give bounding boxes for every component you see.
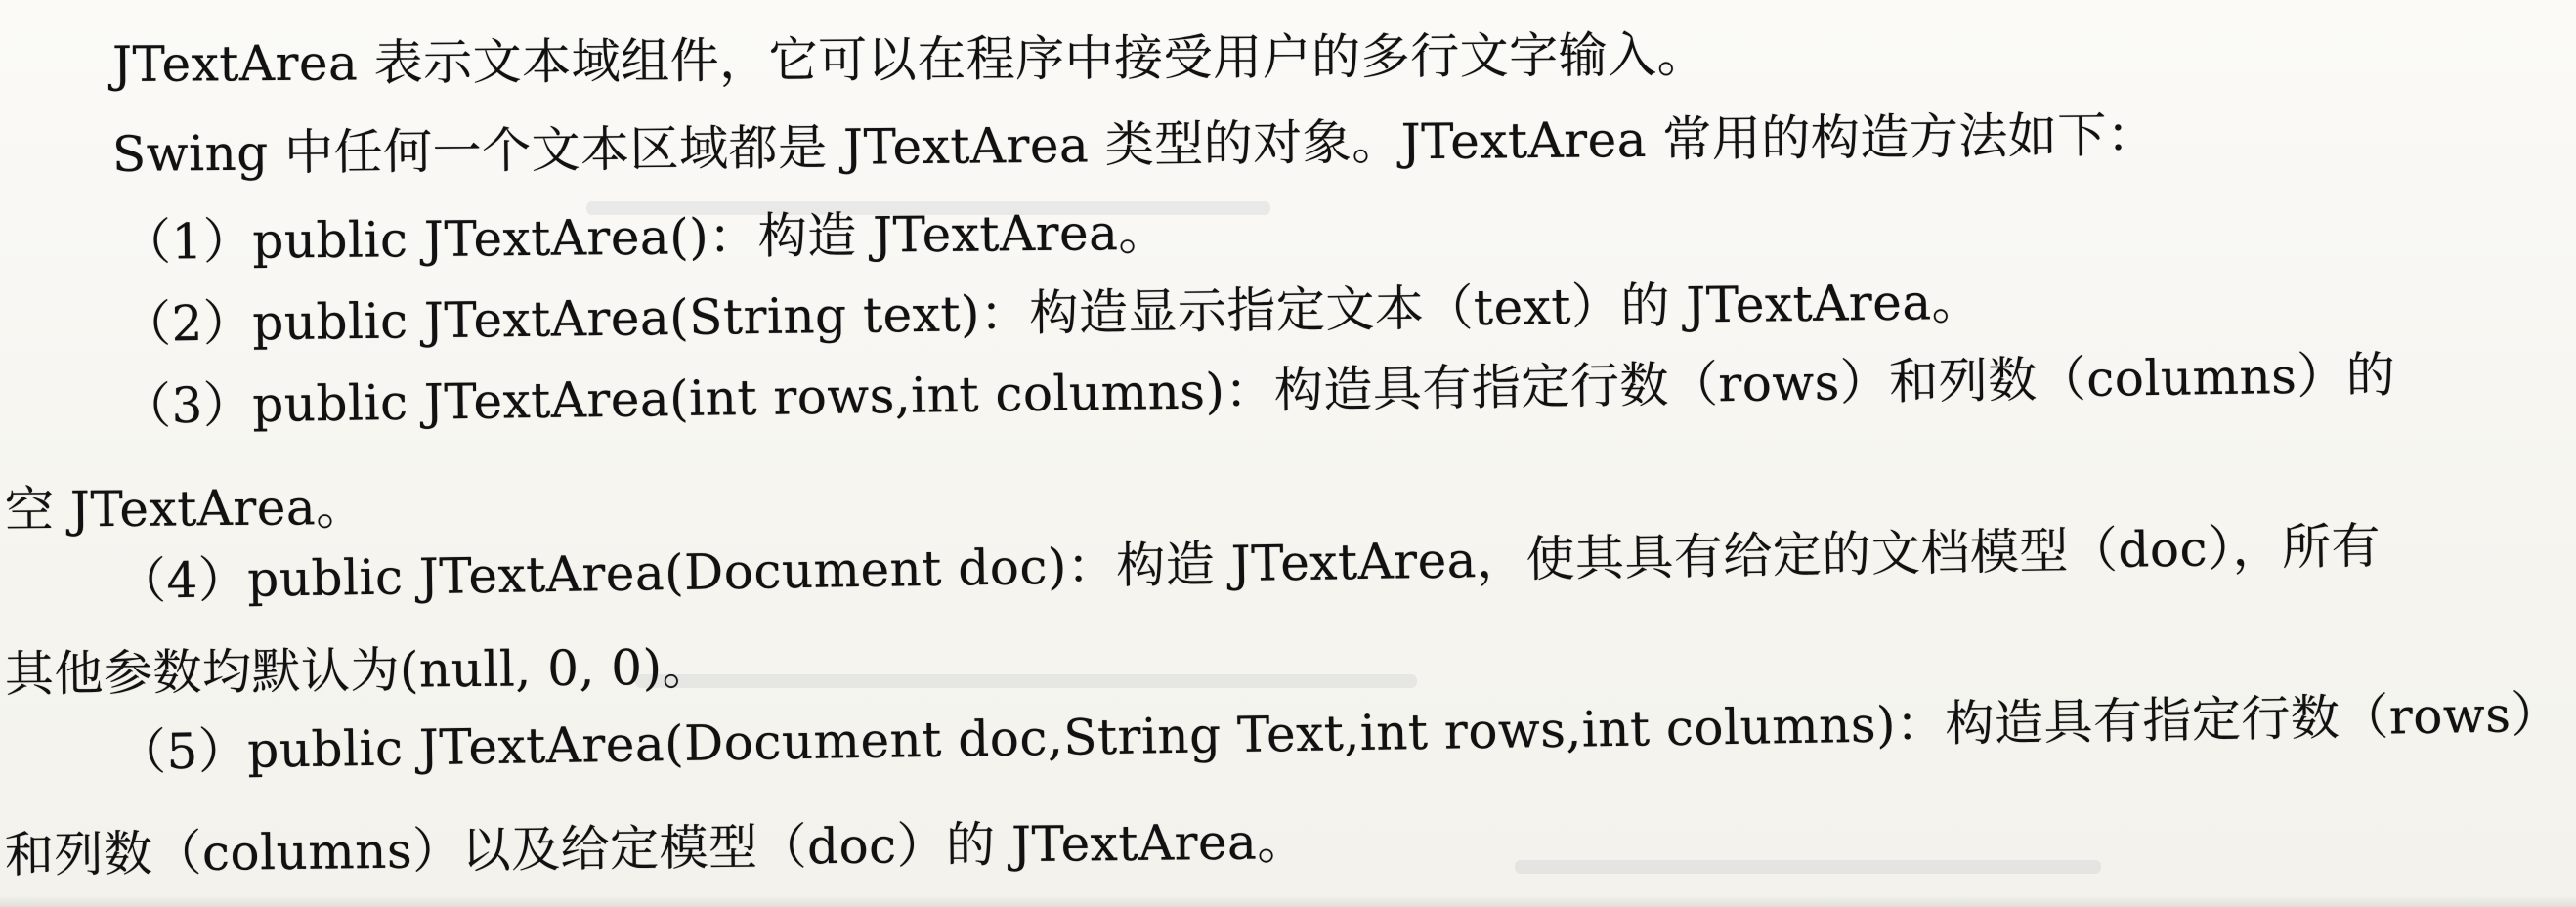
document-line-1: JTextArea 表示文本域组件，它可以在程序中接受用户的多行文字输入。 bbox=[111, 26, 1707, 93]
document-line-7: （4）public JTextArea(Document doc)：构造 JTextArea，使其具有给定的文档模型（doc），所有 bbox=[116, 517, 2382, 610]
document-line-6: 空 JTextArea。 bbox=[4, 478, 365, 539]
bleed-through-mark bbox=[635, 674, 1417, 688]
document-line-9: （5）public JTextArea(Document doc,String Text,int rows,int columns)：构造具有指定行数（rows） bbox=[116, 685, 2561, 781]
document-line-8: 其他参数均默认为(null, 0, 0)。 bbox=[4, 638, 712, 703]
document-line-5: （3）public JTextArea(int rows,int columns)：构造具有指定行数（rows）和列数（columns）的 bbox=[121, 346, 2396, 435]
document-line-3: （1）public JTextArea()：构造 JTextArea。 bbox=[121, 203, 1169, 271]
document-line-2: Swing 中任何一个文本区域都是 JTextArea 类型的对象。JTextArea 常用的构造方法如下： bbox=[111, 106, 2157, 183]
bleed-through-mark bbox=[1515, 860, 2101, 874]
bottom-edge-shadow bbox=[0, 895, 2576, 907]
document-line-10: 和列数（columns）以及给定模型（doc）的 JTextArea。 bbox=[4, 813, 1308, 884]
document-line-4: （2）public JTextArea(String text)：构造显示指定文本（text）的 JTextArea。 bbox=[121, 273, 1982, 353]
